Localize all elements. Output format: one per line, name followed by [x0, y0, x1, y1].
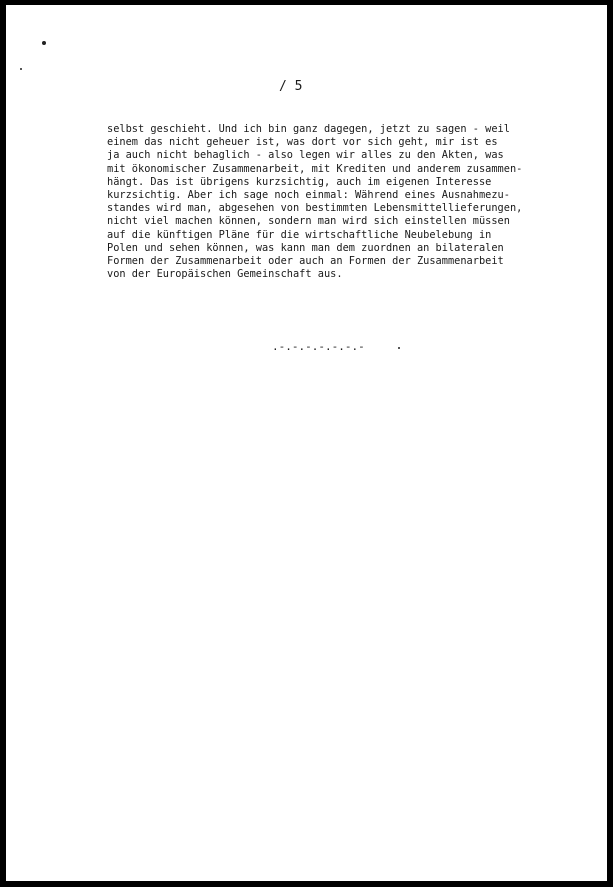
text-line: hängt. Das ist übrigens kurzsichtig, auch im eigenen Interesse [107, 175, 492, 188]
text-line: standes wird man, abgesehen von bestimmten Lebensmittellieferungen, [107, 202, 523, 215]
body-text [107, 123, 607, 281]
text-line: von der Europäischen Gemeinschaft aus. [107, 268, 343, 281]
text-line: Polen und sehen können, was kann man dem zuordnen an bilateralen [107, 241, 504, 254]
text-line: nicht viel machen können, sondern man wird sich einstellen müssen [107, 215, 510, 228]
document-page [6, 5, 607, 881]
scan-speck [20, 68, 22, 70]
page-number: / 5 [279, 79, 303, 94]
text-line: ja auch nicht behaglich - also legen wir alles zu den Akten, was [107, 149, 504, 162]
text-line: kurzsichtig. Aber ich sage noch einmal: Während eines Ausnahmezu- [107, 189, 510, 202]
scan-speck [42, 41, 46, 45]
text-line: Formen der Zusammenarbeit oder auch an Formen der Zusammenarbeit [107, 255, 504, 268]
end-mark: .-.-.-.-.-.-.- [272, 340, 365, 353]
text-line: selbst geschieht. Und ich bin ganz dagegen, jetzt zu sagen - weil [107, 123, 510, 135]
scan-speck [398, 347, 400, 349]
text-line: mit ökonomischer Zusammenarbeit, mit Krediten und anderem zusammen- [107, 162, 523, 175]
text-line: auf die künftigen Pläne für die wirtschaftliche Neubelebung in [107, 228, 492, 241]
text-line: einem das nicht geheuer ist, was dort vor sich geht, mir ist es [107, 136, 498, 149]
